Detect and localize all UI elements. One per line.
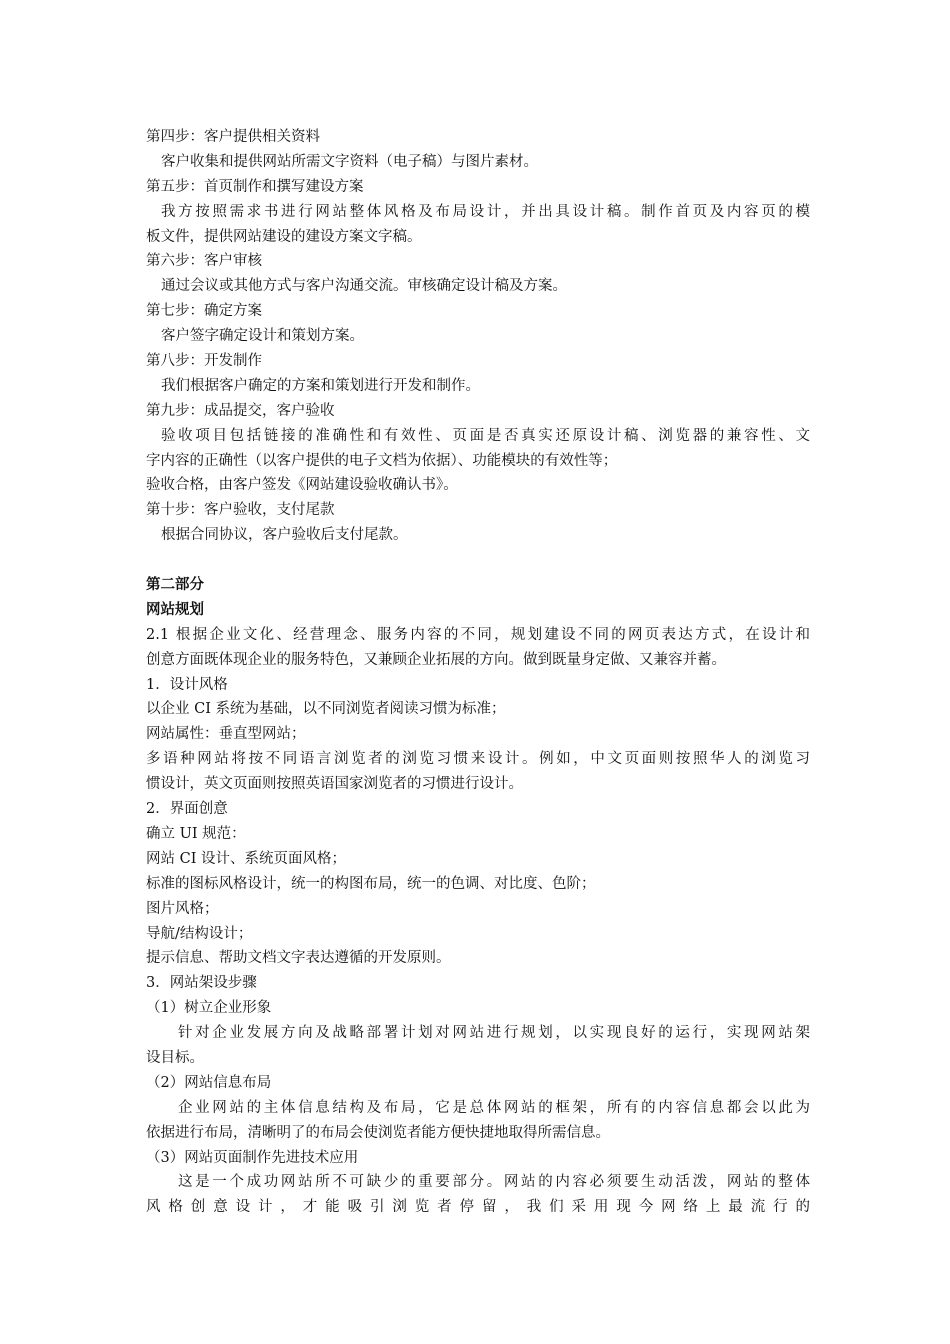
step-title: 第七步：确定方案 — [146, 303, 262, 320]
item-body-line: 依据进行布局，清晰明了的布局会使浏览者能方便快捷地取得所需信息。 — [146, 1124, 610, 1141]
step-body-line: 验收项目包括链接的准确性和有效性、页面是否真实还原设计稿、浏览器的兼容性、文 — [161, 427, 810, 444]
paragraph-line: 确立 UI 规范： — [146, 825, 246, 842]
step-body-line: 通过会议或其他方式与客户沟通交流。审核确定设计稿及方案。 — [161, 278, 567, 295]
item-body-line: 企业网站的主体信息结构及布局，它是总体网站的框架，所有的内容信息都会以此为 — [178, 1099, 810, 1116]
step-body-line: 我方按照需求书进行网站整体风格及布局设计，并出具设计稿。制作首页及内容页的模 — [161, 203, 810, 220]
paragraph-line: 提示信息、帮助文档文字表达遵循的开发原则。 — [146, 950, 451, 967]
step-body-line: 客户收集和提供网站所需文字资料（电子稿）与图片素材。 — [161, 153, 538, 170]
step-body-line: 字内容的正确性（以客户提供的电子文档为依据）、功能模块的有效性等； — [146, 452, 618, 469]
step-title: 第九步：成品提交，客户验收 — [146, 402, 335, 419]
step-body-line: 验收合格，由客户签发《网站建设验收确认书》。 — [146, 477, 458, 494]
step-title: 第五步：首页制作和撰写建设方案 — [146, 178, 364, 195]
paragraph-line: 网站 CI 设计、系统页面风格； — [146, 850, 347, 867]
paragraph-line: 多语种网站将按不同语言浏览者的浏览习惯来设计。例如，中文页面则按照华人的浏览习 — [146, 751, 810, 768]
document-page — [146, 125, 810, 1220]
step-body-line: 板文件，提供网站建设的建设方案文字稿。 — [146, 228, 422, 245]
item-body-line: 设目标。 — [146, 1049, 204, 1066]
subsection-title: 1．设计风格 — [146, 676, 228, 693]
paragraph-line: 标准的图标风格设计，统一的构图布局，统一的色调、对比度、色阶； — [146, 875, 596, 892]
paragraph-line: 惯设计，英文页面则按照英语国家浏览者的习惯进行设计。 — [146, 776, 523, 793]
subsection-title: 2．界面创意 — [146, 801, 228, 818]
section-subheading: 网站规划 — [146, 600, 204, 618]
paragraph-line: 图片风格； — [146, 900, 219, 917]
step-body-line: 客户签字确定设计和策划方案。 — [161, 328, 364, 345]
item-title: （1）树立企业形象 — [146, 1000, 272, 1017]
step-title: 第十步：客户验收，支付尾款 — [146, 502, 335, 519]
step-body-line: 根据合同协议，客户验收后支付尾款。 — [161, 527, 408, 544]
section-heading: 第二部分 — [146, 576, 204, 594]
intro-line: 创意方面既体现企业的服务特色，又兼顾企业拓展的方向。做到既量身定做、又兼容并蓄。 — [146, 651, 726, 668]
subsection-title: 3．网站架设步骤 — [146, 975, 257, 992]
item-title: （3）网站页面制作先进技术应用 — [146, 1149, 359, 1166]
blank-line — [146, 548, 810, 573]
step-title: 第四步：客户提供相关资料 — [146, 129, 320, 145]
item-title: （2）网站信息布局 — [146, 1074, 272, 1091]
item-body-line: 风格创意设计，才能吸引浏览者停留，我们采用现今网络上最流行的 — [146, 1199, 810, 1216]
step-title: 第八步：开发制作 — [146, 353, 262, 370]
paragraph-line: 以企业 CI 系统为基础，以不同浏览者阅读习惯为标准； — [146, 701, 506, 718]
item-body-line: 针对企业发展方向及战略部署计划对网站进行规划，以实现良好的运行，实现网站架 — [178, 1025, 810, 1042]
paragraph-line: 导航/结构设计； — [146, 925, 253, 942]
paragraph-line: 网站属性：垂直型网站； — [146, 726, 306, 743]
step-body-line: 我们根据客户确定的方案和策划进行开发和制作。 — [161, 377, 480, 394]
intro-line: 2.1 根据企业文化、经营理念、服务内容的不同，规划建设不同的网页表达方式，在设计和 — [146, 626, 810, 643]
item-body-line: 这是一个成功网站所不可缺少的重要部分。网站的内容必须要生动活泼，网站的整体 — [178, 1174, 810, 1191]
step-title: 第六步：客户审核 — [146, 253, 262, 270]
